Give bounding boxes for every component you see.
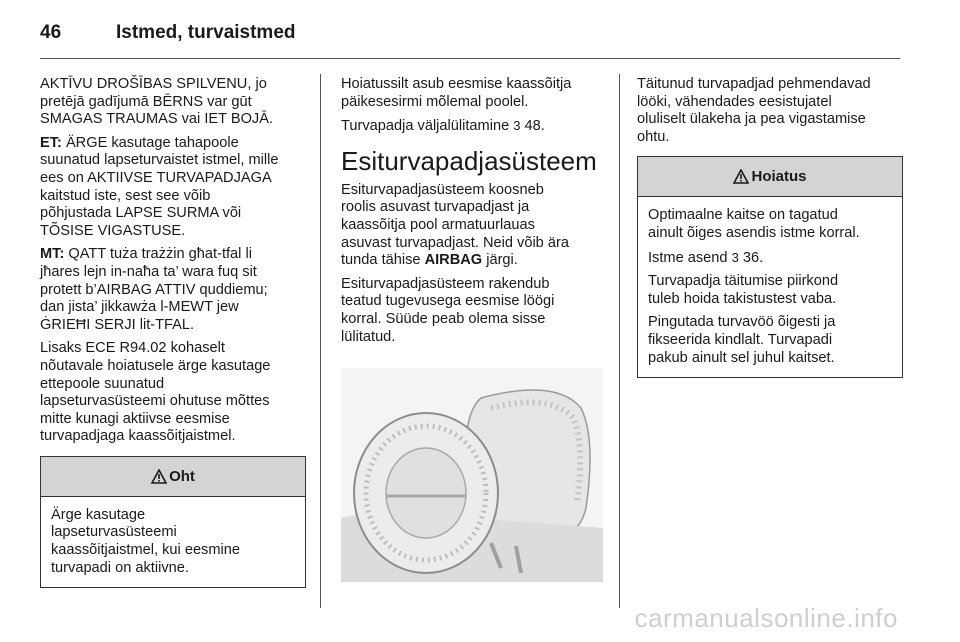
paragraph-deployed-effect: Täitunud turvapadjad pehmendavad lööki, vähendades eesistujatel oluliselt ülakeha ja pea vigastamise ohtu.: [637, 76, 871, 145]
warning-triangle-icon: [151, 469, 167, 484]
column-2: [341, 76, 603, 588]
watermark: carmanualsonline.info: [634, 603, 898, 633]
warning-box-body: [638, 197, 902, 377]
paragraph-deactivation-ref: [341, 117, 603, 136]
column-3: [637, 76, 903, 378]
danger-box-text: Ärge kasutage lapseturvasüsteemi kaassõitjaistmel, kui eesmine turvapadi on aktiivne.: [51, 506, 240, 576]
paragraph-mt-warning: [40, 246, 306, 334]
paragraph-deployment: Esiturvapadjasüsteem rakendub teatud tugevusega eesmise löögi korral. Süüde peab olema sisse lülitatud.: [341, 275, 555, 345]
deactivation-page: 48.: [524, 118, 545, 135]
paragraph-et-warning: [40, 135, 306, 241]
page-header: [40, 18, 296, 48]
lang-label-et: ET:: [40, 134, 62, 151]
seat-position-text: Istme asend: [648, 249, 728, 266]
warning-item-clear-zone: Turvapadja täitumise piirkond tuleb hoida takistustest vaba.: [648, 273, 839, 307]
page-number: 46: [40, 22, 62, 43]
page-ref-icon: 3: [513, 118, 521, 134]
paragraph-label-location: Hoiatussilt asub eesmise kaassõitja päikesesirmi mõlemal poolel.: [341, 76, 572, 110]
warning-item-seatbelt: Pingutada turvavöö õigesti ja fikseerida kindlalt. Turvapadi pakub ainult sel juhul kaitset.: [648, 314, 836, 366]
danger-box-body: [41, 497, 305, 587]
paragraph-ece-note: Lisaks ECE R94.02 kohaselt nõutavale hoiatusele ärge kasutage ettepoole suunatud lapseturvasüsteemi ohutuse mõttes mitte kunagi aktiivse eesmise turvapadjaga kaassõitjaistmel.: [40, 340, 271, 445]
column-divider-2: [619, 74, 620, 608]
system-text: Esiturvapadjasüsteem koosneb roolis asuvast turvapadjast ja kaassõitja pool armatuurlauas asuvast turvapadjast. Neid võib ära tunda tähise: [341, 181, 569, 269]
lang-label-mt: MT:: [40, 246, 65, 263]
seat-position-page: 36.: [742, 249, 764, 266]
warning-box-title: Hoiatus: [751, 168, 807, 186]
column-1: [40, 76, 306, 588]
page-title: Istmed, turvaistmed: [116, 22, 296, 43]
airbag-label: AIRBAG: [424, 252, 483, 269]
system-text-end: järgi.: [482, 252, 518, 269]
danger-box-title: Oht: [169, 467, 195, 485]
mt-text: QATT tuża trażżin għat-tfal li jħares lejn in-naħa ta’ wara fuq sit protett b’AIRBAG ATTIV quddiemu; dan jista’ jikkawża l-MEWT jew ĠRIEĦI SERJI lit-TFAL.: [40, 246, 268, 333]
danger-box: [40, 456, 306, 588]
et-text: ÄRGE kasutage tahapoole suunatud lapseturvaistet istmel, mille ees on AKTIIVSE TURVAPADJAGA kaitstud iste, sest see võib põhjustada LAPSE SURMA või TÕSISE VIGASTUSE.: [40, 134, 279, 239]
danger-box-header: [41, 457, 305, 497]
warning-box: [637, 156, 903, 378]
section-heading: Esiturvapadjasüsteem: [341, 145, 597, 176]
paragraph-lv-warning: AKTĪVU DROŠĪBAS SPILVENU, jo pretējā gadījumā BĒRNS var gūt SMAGAS TRAUMAS vai IET BOJĀ.: [40, 76, 274, 128]
header-rule: [40, 58, 900, 59]
airbag-illustration: [341, 368, 603, 582]
page-ref-icon: 3: [731, 249, 739, 265]
paragraph-system-description: [341, 182, 603, 270]
column-divider-1: [320, 74, 321, 608]
warning-item-position: Optimaalne kaitse on tagatud ainult õiges asendis istme korral.: [648, 207, 860, 241]
warning-triangle-icon: [733, 169, 749, 184]
warning-box-header: [638, 157, 902, 197]
warning-item-seat-ref: [648, 249, 892, 268]
deactivation-text: Turvapadja väljalülitamine: [341, 118, 510, 135]
